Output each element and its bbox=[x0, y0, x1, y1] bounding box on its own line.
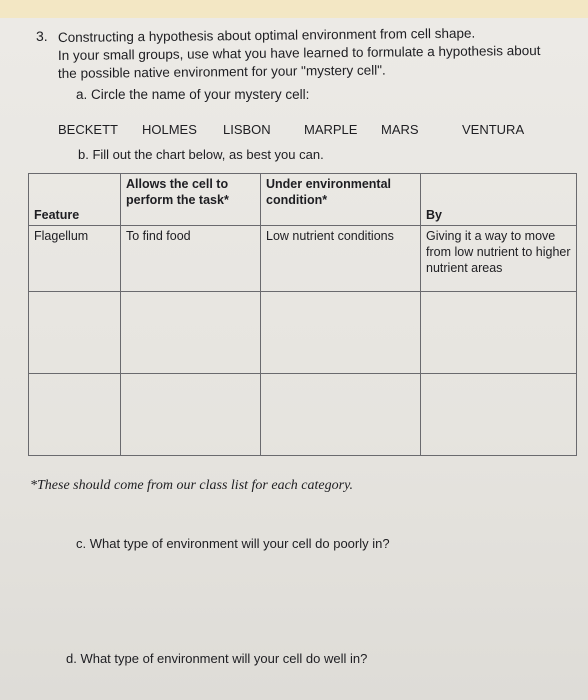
header-task: Allows the cell to perform the task* bbox=[121, 174, 261, 226]
part-c-prompt: c. What type of environment will your cell do poorly in? bbox=[76, 536, 390, 551]
question-prompt-line-1: Constructing a hypothesis about optimal environment from cell shape. bbox=[57, 25, 476, 45]
chart-footnote: *These should come from our class list for each category. bbox=[30, 478, 354, 493]
cell-name-option[interactable]: HOLMES bbox=[142, 122, 197, 137]
cell-feature[interactable]: Flagellum bbox=[29, 226, 121, 292]
question-number: 3. bbox=[36, 28, 48, 44]
table-row bbox=[29, 292, 577, 374]
table-row bbox=[29, 226, 577, 292]
header-feature: Feature bbox=[29, 174, 121, 226]
part-d-prompt: d. What type of environment will your cell do well in? bbox=[66, 651, 368, 666]
cell-by[interactable]: Giving it a way to move from low nutrient to higher nutrient areas bbox=[421, 226, 577, 292]
part-a-prompt: a. Circle the name of your mystery cell: bbox=[76, 87, 310, 102]
cell-by[interactable] bbox=[421, 374, 577, 456]
header-by: By bbox=[421, 174, 577, 226]
part-b-prompt: b. Fill out the chart below, as best you can. bbox=[78, 147, 324, 162]
cell-condition[interactable] bbox=[261, 374, 421, 456]
cell-name-option[interactable]: MARPLE bbox=[304, 122, 358, 137]
cell-name-option[interactable]: MARS bbox=[381, 122, 419, 137]
cell-task[interactable]: To find food bbox=[121, 226, 261, 292]
cell-condition[interactable]: Low nutrient conditions bbox=[261, 226, 421, 292]
cell-name-option[interactable]: LISBON bbox=[223, 122, 271, 137]
table-row bbox=[29, 374, 577, 456]
header-condition: Under environmental condition* bbox=[261, 174, 421, 226]
cell-feature[interactable] bbox=[29, 292, 121, 374]
paper-edge bbox=[0, 0, 588, 18]
cell-task[interactable] bbox=[121, 374, 261, 456]
question-prompt-line-2: In your small groups, use what you have learned to formulate a hypothesis about bbox=[57, 42, 541, 63]
chart-header-row bbox=[29, 174, 577, 226]
cell-name-option[interactable]: VENTURA bbox=[462, 122, 525, 137]
cell-task[interactable] bbox=[121, 292, 261, 374]
hypothesis-chart bbox=[28, 173, 577, 456]
cell-name-option[interactable]: BECKETT bbox=[58, 122, 118, 137]
cell-condition[interactable] bbox=[261, 292, 421, 374]
cell-by[interactable] bbox=[421, 292, 577, 374]
cell-feature[interactable] bbox=[29, 374, 121, 456]
question-prompt-line-3: the possible native environment for your "mystery cell". bbox=[57, 62, 386, 81]
